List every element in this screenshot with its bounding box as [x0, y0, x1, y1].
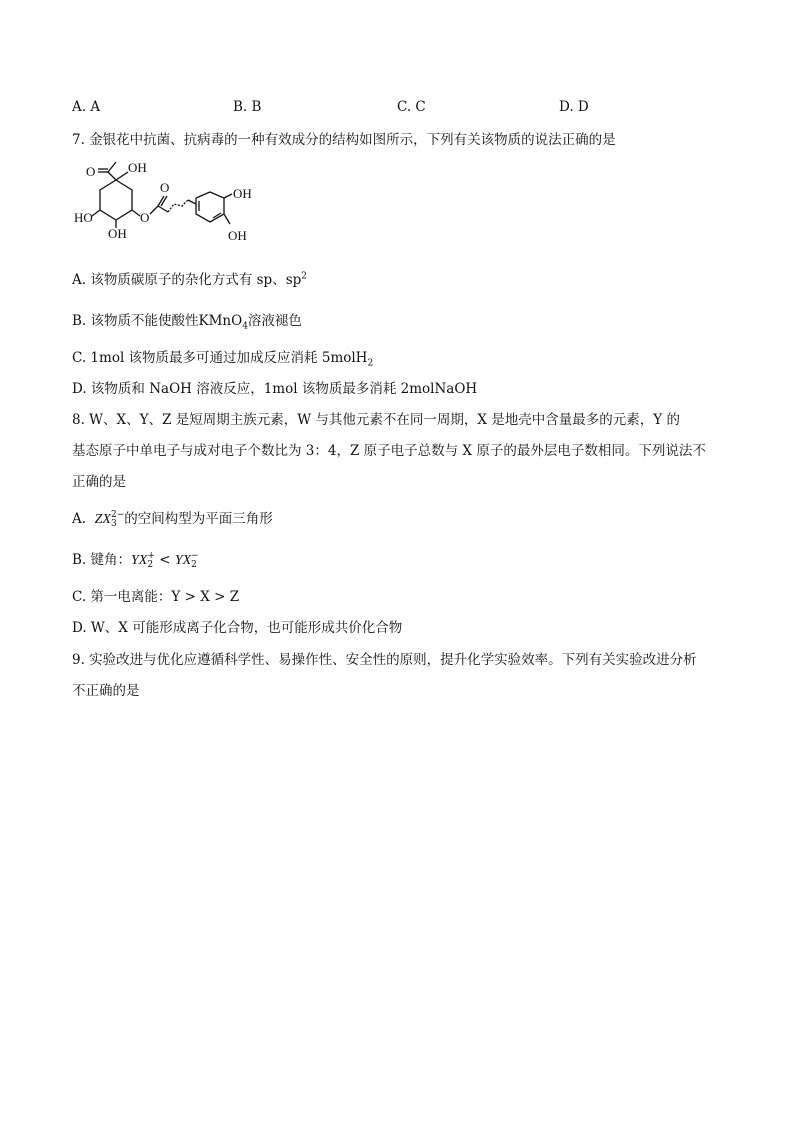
q9-stem-line-2: 不正确的是	[72, 683, 140, 699]
q7-option-c-sub: 2	[367, 358, 374, 369]
q8-option-a-label: A.	[72, 511, 87, 527]
q8-option-b-label: B. 键角：	[72, 552, 132, 568]
q8-option-b-formula-1: YX	[131, 553, 148, 568]
q7-option-b	[72, 312, 302, 330]
q8-option-b-formula-2: YX	[174, 553, 192, 568]
q7-option-b-sub: 4	[242, 321, 248, 332]
q7-mol-label-ho: HO	[74, 210, 93, 225]
q7-option-b-formula: KMnO	[198, 313, 243, 329]
q9-stem-line-1: 9. 实验改进与优化应遵循科学性、易操作性、安全性的原则，提升化学实验效率。下列有关实验改进分析	[72, 652, 697, 668]
q7-mol-label-o-2: O	[140, 210, 150, 225]
q7-mol-label-oh-3: OH	[233, 186, 252, 201]
q8-option-b-formula-1-sup: +	[147, 550, 155, 561]
q7-mol-label-oh-2: OH	[108, 226, 127, 241]
q6-options	[72, 98, 732, 116]
q7-option-c-pre: C. 1mol 该物质最多可通过加成反应消耗 5molH	[72, 350, 368, 366]
q8-option-b-formula-1-sub: 2	[147, 559, 154, 570]
q8-option-a-formula: ZX	[94, 512, 111, 527]
q7-mol-label-oh-4: OH	[228, 228, 247, 243]
q8-stem-line-3: 正确的是	[72, 474, 126, 490]
q8-option-b-operator: <	[154, 552, 175, 568]
q7-mol-label-oh-1: OH	[128, 160, 147, 175]
q8-option-d: D. W、X 可能形成离子化合物，也可能形成共价化合物	[72, 620, 403, 636]
q6-option-a: A. A	[72, 99, 101, 115]
q7-option-a	[72, 271, 307, 289]
q7-option-a-text: A. 该物质碳原子的杂化方式有 sp、sp	[72, 272, 302, 288]
q7-option-b-post: 溶液褪色	[247, 313, 302, 329]
q7-mol-label-o-3: O	[160, 180, 170, 195]
q8-option-a-sup: 2−	[110, 509, 125, 520]
q7-molecule-structure	[70, 158, 270, 258]
q8-option-b-formula-2-sub: 2	[191, 559, 197, 570]
q6-option-b: B. B	[233, 99, 262, 115]
q7-option-c	[72, 349, 373, 367]
q6-option-d: D. D	[559, 99, 589, 115]
q8-option-a-sub: 3	[110, 518, 117, 529]
q8-option-b-formula-2-sup: −	[191, 550, 199, 561]
q8-stem-line-2: 基态原子中单电子与成对电子个数比为 3：4，Z 原子电子总数与 X 原子的最外层电子数相同。下列说法不	[72, 443, 706, 459]
q7-option-d: D. 该物质和 NaOH 溶液反应，1mol 该物质最多消耗 2molNaOH	[72, 381, 478, 397]
q7-mol-label-o-1: O	[86, 164, 96, 179]
q8-option-a	[72, 510, 273, 529]
q7-stem: 7. 金银花中抗菌、抗病毒的一种有效成分的结构如图所示，下列有关该物质的说法正确的是	[72, 132, 616, 148]
q6-option-c: C. C	[397, 99, 426, 115]
q7-option-b-pre: B. 该物质不能使酸性	[72, 313, 199, 329]
q7-option-a-sup: 2	[301, 271, 307, 282]
q8-option-b	[72, 551, 199, 570]
q8-stem-line-1: 8. W、X、Y、Z 是短周期主族元素，W 与其他元素不在同一周期，X 是地壳中含量最多的元素，Y 的	[72, 412, 681, 428]
q8-option-c: C. 第一电离能：Y > X > Z	[72, 589, 240, 605]
q8-option-a-post: 的空间构型为平面三角形	[124, 511, 273, 527]
